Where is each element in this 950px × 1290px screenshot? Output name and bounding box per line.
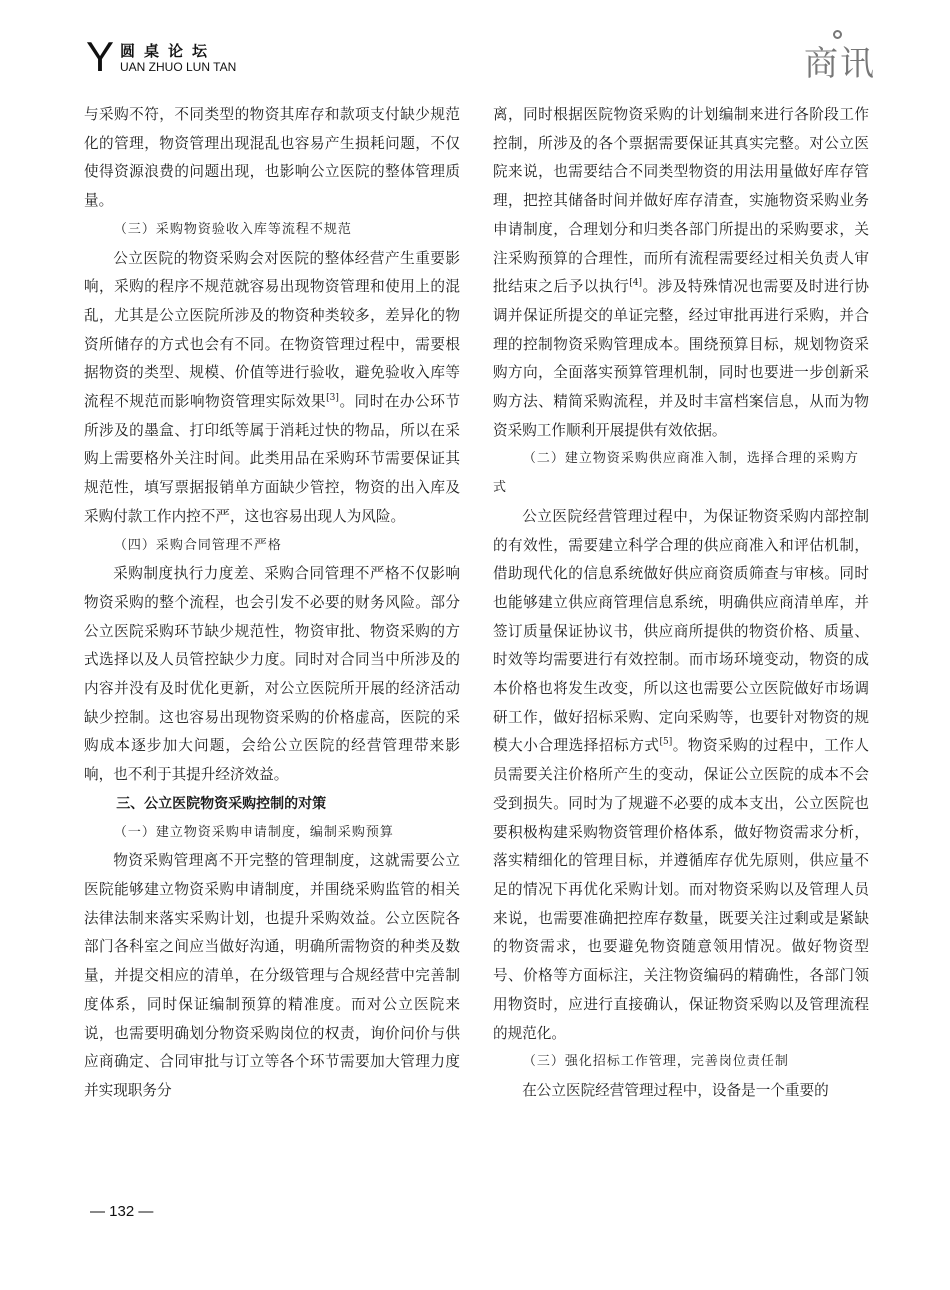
subsection-heading: （一）建立物资采购申请制度，编制采购预算 (113, 824, 394, 840)
subsection-heading: （四）采购合同管理不严格 (113, 537, 282, 553)
paragraph: 与采购不符，不同类型的物资其库存和款项支付缺少规范化的管理，物资管理出现混乱也容易产生损耗问题，不仅使得资源浪费的问题出现，也影响公立医院的整体管理质量。 (84, 106, 460, 210)
paragraph (493, 101, 869, 445)
paragraph-text: 公立医院经营管理过程中，为保证物资采购内部控制的有效性，需要建立科学合理的供应商准入和评估机制，借助现代化的信息系统做好供应商资质筛查与审核。同时也能够建立供应商管理信息系统，明确供应商清单库，并签订质量保证协议书，供应商所提供的物资价格、质量、时效等均需要进行有效控制。而市场环境变动，物资的成本价格也将发生改变，所以这也需要公立医院做好市场调研工作，做好招标采购、定向采购等，也要针对物资的规模大小合理选择招标方式 (493, 507, 869, 755)
journal-logo-letter: Y (86, 33, 115, 80)
paragraph: 物资采购管理离不开完整的管理制度，这就需要公立医院能够建立物资采购申请制度，并围绕采购监管的相关法律法制来落实采购计划，也提升采购效益。公立医院各部门各科室之间应当做好沟通，明确所需物资的种类及数量，并提交相应的清单，在分级管理与合规经营中完善制度体系，同时保证编制预算的精准度。而对公立医院来说，也需要明确划分物资采购岗位的权责，询价问价与供应商确定、合同审批与订立等各个环节需要加大管理力度并实现职务分 (84, 852, 460, 1099)
page-header (86, 33, 876, 86)
paragraph (493, 503, 869, 1048)
paragraph: 采购制度执行力度差、采购合同管理不严格不仅影响物资采购的整个流程，也会引发不必要的财务风险。部分公立医院采购环节缺少规范性，物资审批、物资采购的方式选择以及人员管控缺少力度。同时对合同当中所涉及的内容并没有及时优化更新，对公立医院所开展的经济活动缺少控制。这也容易出现物资采购的价格虚高，医院的采购成本逐步加大问题，会给公立医院的经营管理带来影响，也不利于其提升经济效益。 (84, 565, 460, 784)
paragraph-text: 。涉及特殊情况也需要及时进行协调并保证所提交的单证完整，经过审批再进行采购，并合理的控制物资采购管理成本。围绕预算目标，规划物资采购方向，全面落实预算管理机制，同时也要进一步创新采购方法、精简采购流程，并及时丰富档案信息，从而为物资采购工作顺利开展提供有效依据。 (493, 278, 869, 439)
section-heading: 三、公立医院物资采购控制的对策 (116, 795, 327, 812)
magazine-brand: 商讯 (804, 44, 876, 84)
journal-logo-pinyin: UAN ZHUO LUN TAN (120, 60, 237, 74)
subsection-heading: （二）建立物资采购供应商准入制，选择合理的采购方式 (493, 451, 859, 496)
paragraph-text: 离，同时根据医院物资采购的计划编制来进行各阶段工作控制，所涉及的各个票据需要保证其真实完整。对公立医院来说，也需要结合不同类型物资的用法用量做好库存管理，把控其储备时间并做好库存清查，实施物资采购业务申请制度，合理划分和归类各部门所提出的采购要求，关注采购预算的合理性，而所有流程需要经过相关负责人审批结束之后予以执行 (493, 106, 869, 296)
citation: [4] (629, 278, 642, 289)
right-column (493, 101, 869, 1106)
subsection-heading: （三）采购物资验收入库等流程不规范 (113, 221, 352, 237)
paragraph-text: 。同时在办公环节所涉及的墨盒、打印纸等属于消耗过快的物品，所以在采购上需要格外关注时间。此类用品在采购环节需要保证其规范性，填写票据报销单方面缺少管控，物资的出入库及采购付款工作内控不严，这也容易出现人为风险。 (84, 393, 460, 525)
journal-logo-chinese: 圆桌论坛 (120, 42, 217, 60)
citation: [5] (659, 737, 673, 748)
subsection-heading: （三）强化招标工作管理，完善岗位责任制 (522, 1054, 789, 1070)
left-column (84, 101, 460, 1106)
paragraph-text: 。物资采购的过程中，工作人员需要关注价格所产生的变动，保证公立医院的成本不会受到损失。同时为了规避不必要的成本支出，公立医院也要积极构建采购物资管理价格体系，做好物资需求分析，落实精细化的管理目标，并遵循库存优先原则，供应量不足的情况下再优化采购计划。而对物资采购以及管理人员来说，也需要准确把控库存数量，既要关注过剩或是紧缺的物资需求，也要避免物资随意领用情况。做好物资型号、价格等方面标注，关注物资编码的精确性，各部门领用物资时，应进行直接确认，保证物资采购以及管理流程的规范化。 (493, 737, 869, 1042)
page-number: — 132 — (90, 1203, 154, 1220)
paragraph (84, 245, 460, 532)
paragraph-text: 公立医院的物资采购会对医院的整体经营产生重要影响，采购的程序不规范就容易出现物资管理和使用上的混乱，尤其是公立医院所涉及的物资种类较多，差异化的物资所储存的方式也会有不同。在物资管理过程中，需要根据物资的类型、规模、价值等进行验收，避免验收入库等流程不规范而影响物资管理实际效果 (84, 249, 460, 411)
paragraph: 在公立医院经营管理过程中，设备是一个重要的 (522, 1081, 829, 1099)
citation: [3] (326, 393, 339, 404)
